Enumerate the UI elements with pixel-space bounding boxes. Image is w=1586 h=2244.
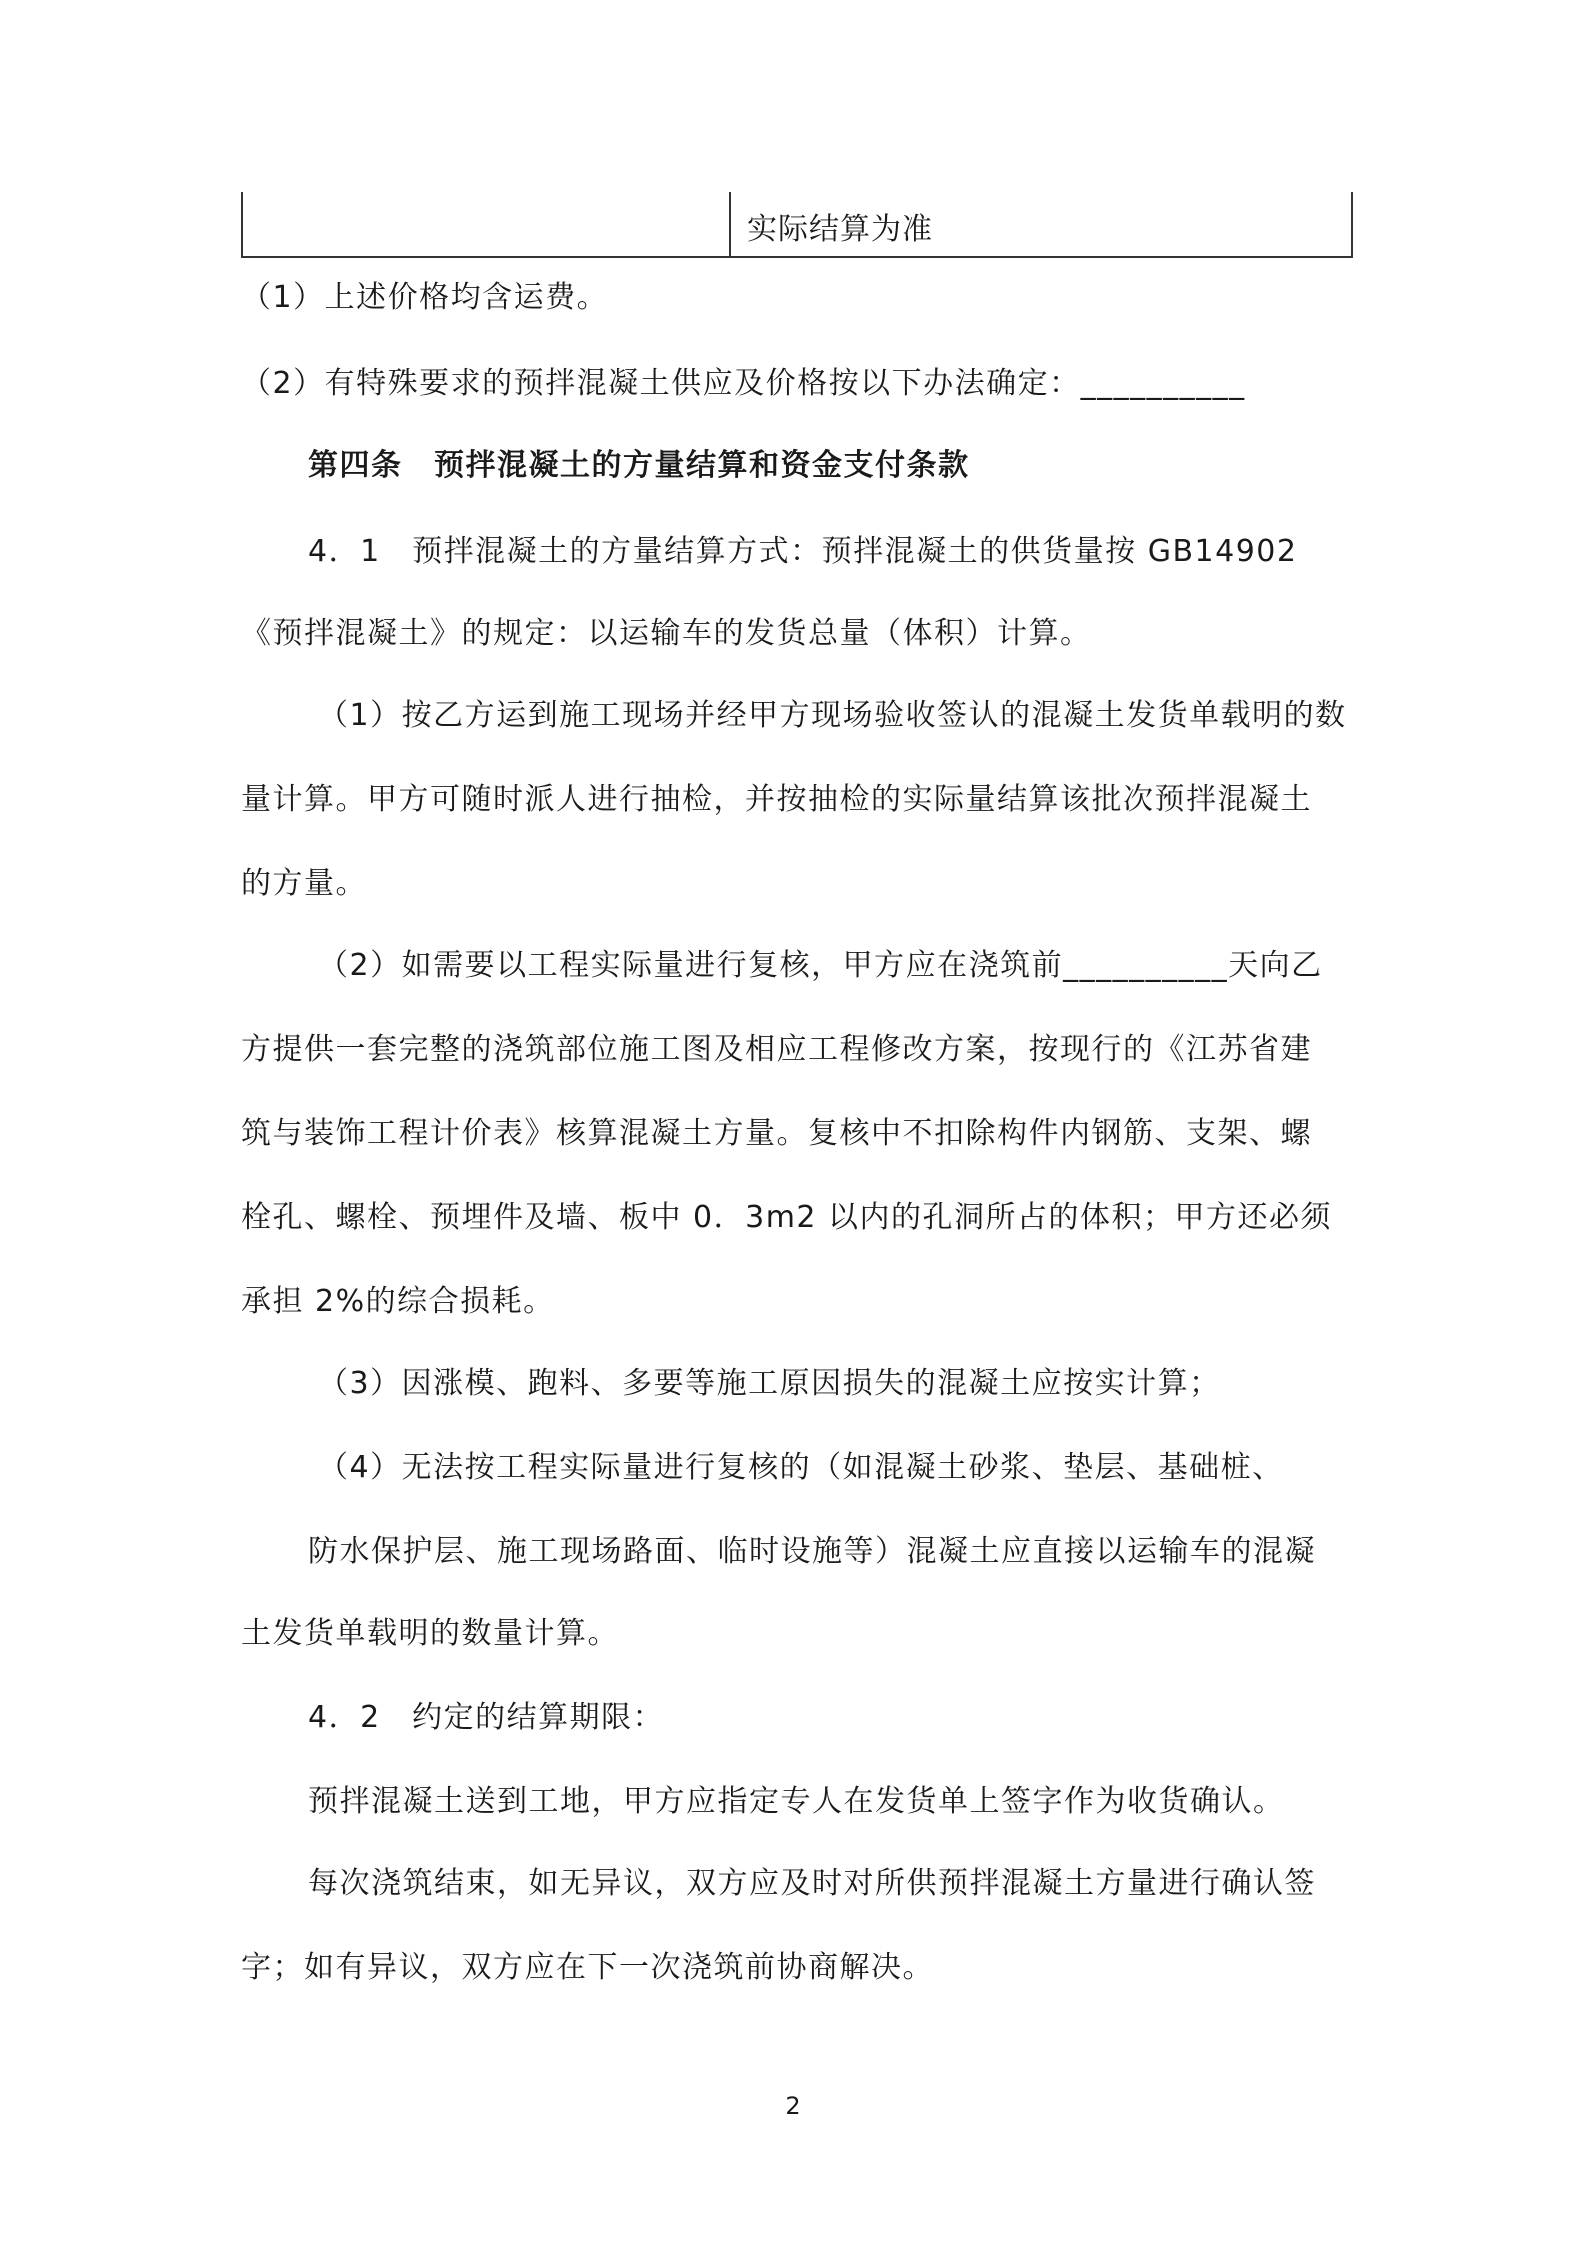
table-column-divider [729, 192, 731, 256]
article-four-heading: 第四条 预拌混凝土的方量结算和资金支付条款 [308, 448, 970, 483]
line-special-requirements: （2）有特殊要求的预拌混凝土供应及价格按以下办法确定：__________ [241, 366, 1246, 401]
clause-4-2-heading: 4．2 约定的结算期限： [308, 1700, 665, 1735]
item-2-line-4: 栓孔、螺栓、预埋件及墙、板中 0．3m2 以内的孔洞所占的体积；甲方还必须 [241, 1200, 1333, 1235]
item-4-line-3: 土发货单载明的数量计算。 [241, 1616, 619, 1651]
item-2-line-3: 筑与装饰工程计价表》核算混凝土方量。复核中不扣除构件内钢筋、支架、螺 [241, 1116, 1312, 1151]
clause-4-1-line-1: 4．1 预拌混凝土的方量结算方式：预拌混凝土的供货量按 GB14902 [308, 534, 1298, 569]
item-1-line-1: （1）按乙方运到施工现场并经甲方现场验收签认的混凝土发货单载明的数 [318, 698, 1347, 733]
clause-4-1-line-2: 《预拌混凝土》的规定：以运输车的发货总量（体积）计算。 [241, 616, 1092, 651]
item-4-line-1: （4）无法按工程实际量进行复核的（如混凝土砂浆、垫层、基础桩、 [318, 1450, 1284, 1485]
item-3-line: （3）因涨模、跑料、多要等施工原因损失的混凝土应按实计算； [318, 1366, 1221, 1401]
line-price-includes-freight: （1）上述价格均含运费。 [241, 280, 609, 315]
item-2-line-1: （2）如需要以工程实际量进行复核，甲方应在浇筑前__________天向乙 [318, 948, 1323, 983]
item-1-line-2: 量计算。甲方可随时派人进行抽检，并按抽检的实际量结算该批次预拌混凝土 [241, 782, 1312, 817]
item-2-line-5: 承担 2%的综合损耗。 [241, 1284, 555, 1319]
item-4-line-2: 防水保护层、施工现场路面、临时设施等）混凝土应直接以运输车的混凝 [308, 1534, 1316, 1569]
clause-4-2-line-3: 字；如有异议，双方应在下一次浇筑前协商解决。 [241, 1950, 934, 1985]
item-1-line-3: 的方量。 [241, 866, 367, 901]
page-number: 2 [785, 2092, 801, 2120]
clause-4-2-line-1: 预拌混凝土送到工地，甲方应指定专人在发货单上签字作为收货确认。 [308, 1784, 1285, 1819]
clause-4-2-line-2: 每次浇筑结束，如无异议，双方应及时对所供预拌混凝土方量进行确认签 [308, 1866, 1316, 1901]
price-table-fragment [241, 192, 1353, 258]
item-2-line-2: 方提供一套完整的浇筑部位施工图及相应工程修改方案，按现行的《江苏省建 [241, 1032, 1312, 1067]
table-cell-settlement-note: 实际结算为准 [747, 212, 933, 247]
